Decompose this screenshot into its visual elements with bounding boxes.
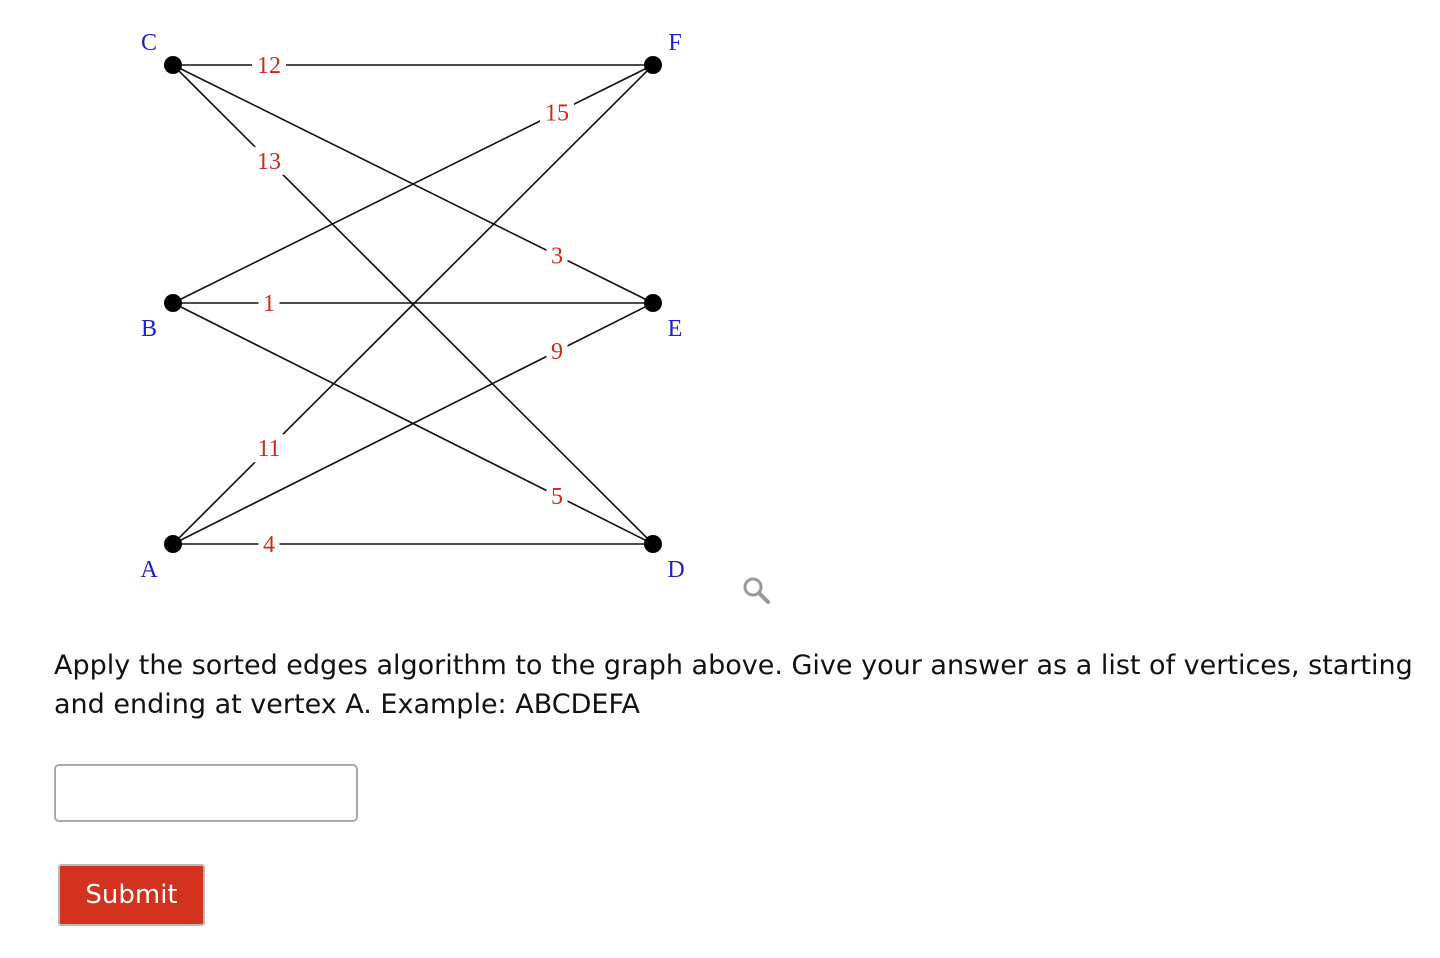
graph-figure bbox=[0, 0, 800, 600]
vertex-label-D: D bbox=[667, 557, 685, 583]
vertex-B bbox=[164, 294, 182, 312]
edge-weight-AD: 4 bbox=[263, 532, 275, 558]
vertex-D bbox=[644, 535, 662, 553]
edge-weight-BE: 1 bbox=[263, 291, 275, 317]
question-text: Apply the sorted edges algorithm to the graph above. Give your answer as a list of vertices, starting and ending at vertex A. Example: ABCDEFA bbox=[54, 650, 1413, 720]
edge-weight-BD: 5 bbox=[551, 483, 563, 510]
vertex-label-B: B bbox=[140, 316, 158, 342]
vertex-label-C: C bbox=[140, 30, 158, 56]
vertex-E bbox=[644, 294, 662, 312]
answer-input[interactable] bbox=[54, 764, 358, 822]
vertex-A bbox=[164, 535, 182, 553]
vertex-label-F: F bbox=[668, 30, 682, 56]
edge-weight-BF: 15 bbox=[545, 100, 569, 127]
edge-weight-CF: 12 bbox=[257, 53, 281, 79]
edge-weight-AE: 9 bbox=[551, 339, 563, 366]
edge-weight-AF: 11 bbox=[257, 436, 281, 463]
edge-weight-CE: 3 bbox=[551, 243, 563, 270]
submit-button[interactable]: Submit bbox=[58, 864, 205, 926]
vertex-label-E: E bbox=[667, 316, 683, 342]
edge-weight-CD: 13 bbox=[257, 148, 281, 175]
vertex-F bbox=[644, 56, 662, 74]
vertex-C bbox=[164, 56, 182, 74]
magnifier-icon[interactable] bbox=[738, 572, 774, 608]
vertex-label-A: A bbox=[140, 557, 158, 583]
